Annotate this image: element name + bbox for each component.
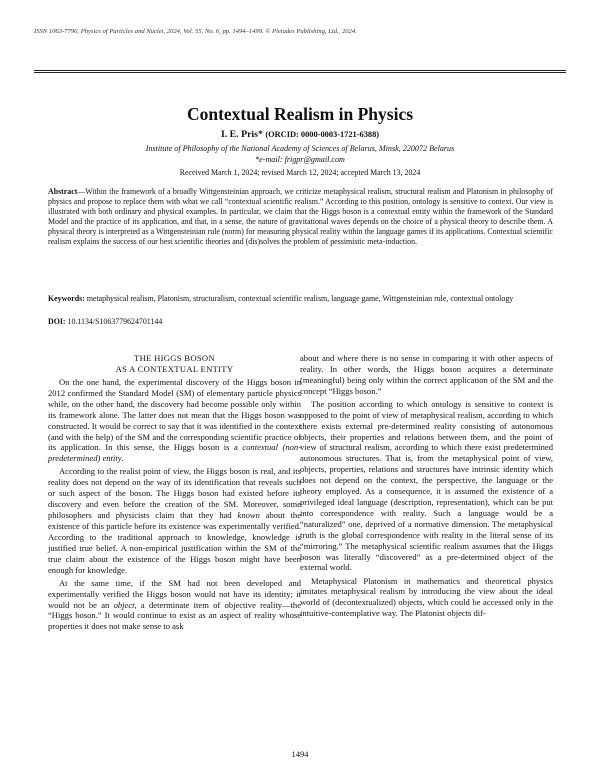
doi — [48, 317, 553, 326]
text-run: On the one hand, the experimental discovery of the Higgs boson in 2012 confirmed the Standard Model (SM) of elementary particle physics while, on the other hand, the discovery had become possible only within its framework alone. The latter does not mean that the Higgs boson was constructed. It would be correct to say that it was identified in the context (and with the help) of the SM and the corresponding scientific practice of its application. In this sense, the Higgs boson is a — [48, 377, 301, 453]
author-email[interactable]: *e-mail: frigpr@gmail.com — [255, 155, 345, 165]
keywords — [48, 294, 553, 304]
author-orcid[interactable]: (ORCID: 0000-0003-1721-6388) — [265, 130, 380, 139]
paragraph — [48, 466, 301, 575]
affiliation-block — [0, 143, 600, 165]
abstract-label: Abstract — [48, 187, 78, 196]
text-run: According to the realist point of view, the Higgs boson is real, and its reality does not depend on the way of its identification that reveals such or such aspect of the boson. The Higgs boson had existed before its discovery and even before the creation of the SM. Moreover, some philosophers and physicists claim that they had — [48, 466, 301, 521]
header-rule-bottom — [34, 72, 566, 73]
keywords-label: Keywords: — [48, 294, 85, 303]
section-heading-line1: THE HIGGS BOSON — [134, 353, 215, 363]
right-column — [300, 353, 553, 619]
header-rule-top — [34, 70, 566, 71]
section-heading-line2: AS A CONTEXTUAL ENTITY — [115, 364, 234, 374]
emphasis: object — [113, 599, 135, 610]
left-column — [48, 353, 301, 632]
paragraph: The position according to which ontology is sensitive to context is opposed to the point of view of metaphysical realism, according to which there exists external pre-determined reality consisting of autonomous objects, their properties and relations between them, and the point of view of structural realism, according to which there exist predetermined autonomous structures. That is, from the metaphysical point of view, objects, properties, relations and structures have intrinsic identity which does not depend on the context, the perspective, the language or the theory employed. As a consequence, it is assumed the existence of a privileged ideal language (description, representation), which can be put into correspondence with reality. Such a language would be a “naturalized” one, deprived of a normative dimension. The metaphysical truth is the global correspondence with reality in the literal sense of its “mirroring.” The metaphysical scientific realism assumes that the Higgs boson was literally “discovered” as a pre-determined object of the external world. — [300, 398, 553, 573]
text-run: . — [121, 453, 124, 464]
journal-header: ISSN 1063-7796, Physics of Particles and Nuclei, 2024, Vol. 55, No. 6, pp. 1494–1499. © Pleiades Publishing, Ltd., 2024. — [34, 28, 357, 35]
author-affiliation: Institute of Philosophy of the National Academy of Sciences of Belarus, Minsk, 220072 Belarus — [145, 144, 455, 153]
abstract-text: —Within the framework of a broadly Wittgensteinian approach, we criticize metaphysical realism, structural realism and Platonism in philosophy of physics and propose to replace them with what we call “contextual scientific realism.” According to this position, ontology is sensitive to context. Our view is illustrated with both ordinary and physical examples. In particular, we claim that the Higgs boson is a contextual entity within the framework of the Standard Model and the practice of its application, and that, in a sense, the nature of gravitational waves depends on the choice of a physical theory to describe them. A physical theory is interpreted as a Wittgensteinian rule (norm) for measuring physical reality within the language games if its applications. Contextual scientific realism explains the success of our best scientific theories and (dis)solves the problem of pessimistic meta-induction. — [48, 187, 553, 246]
article-title: Contextual Realism in Physics — [186, 104, 414, 124]
received-dates: Received March 1, 2024; revised March 12, 2024; accepted March 13, 2024 — [179, 168, 421, 177]
keywords-text: metaphysical realism, Platonism, structuralism, contextual scientific realism, language game, Wittgensteinian rule, contextual ontology — [86, 294, 514, 303]
paragraph: about and where there is no sense in comparing it with other aspects of reality. In other words, the Higgs boson acquires a determinate (meaningful) being only within the correct application of the SM and the concept “Higgs boson.” — [300, 353, 553, 396]
doi-label: DOI: — [48, 317, 66, 326]
paragraph — [48, 578, 301, 633]
text-run: , a determinate item of objective reality—the “Higgs boson.” It would continue to exist as an aspect of reality whose properties it does not make sense to ask — [48, 599, 301, 632]
text-run: At the same time, if the SM had not been developed and experimentally verified the Higgs boson would not have its identity; it would not be an — [48, 577, 301, 610]
page-number: 1494 — [291, 749, 309, 759]
author-line — [0, 129, 600, 140]
author-name: I. E. Pris* — [220, 129, 263, 140]
emphasis: known — [237, 510, 260, 521]
abstract — [48, 187, 553, 247]
text-run: about the existence of this particle before its existence was experimentally verified. According to the traditional approach to knowledge, knowledge is justified true belief. A non-empirical justification within the SM of the true claim about the existence of the Higgs boson might have been enough for knowledge. — [48, 510, 301, 575]
emphasis: contextual (non-predetermined) entity — [48, 442, 301, 464]
doi-value[interactable]: 10.1134/S1063779624701144 — [67, 317, 163, 326]
paragraph: Metaphysical Platonism in mathematics and theoretical physics imitates metaphysical realism by introducing the view about the ideal world of (decontextualized) objects, which could be accessed only in the intuitive-contemplative way. The Platonist objects dif- — [300, 575, 553, 619]
section-heading — [48, 353, 301, 375]
paragraph — [48, 377, 301, 464]
